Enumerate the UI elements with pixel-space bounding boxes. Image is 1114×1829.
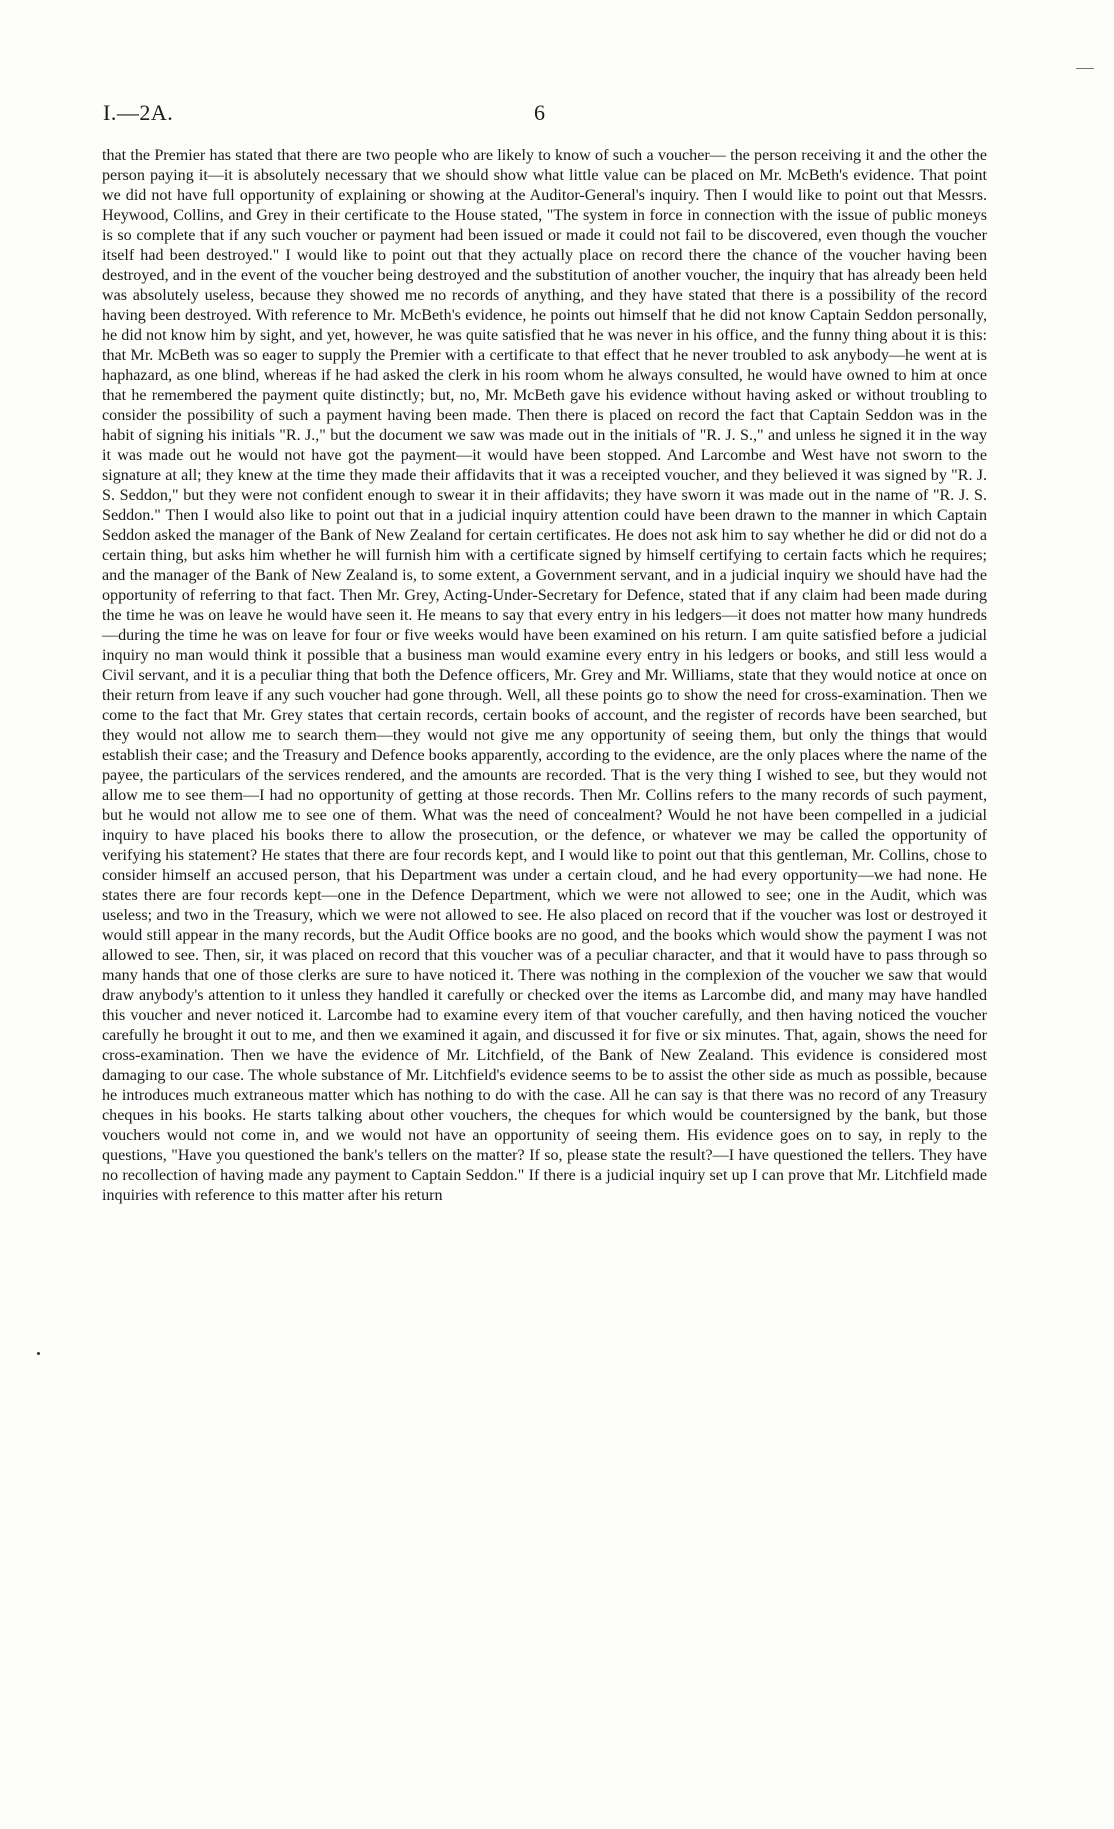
body-paragraph: that the Premier has stated that there are two people who are likely to know of such a voucher— the person receiving it and the other the person paying it—it is absolutely necessary that we should show what little value can be placed on Mr. McBeth's evidence. That point we did not have full opportunity of explaining or showing at the Auditor-General's inquiry. Then I would like to point out that Messrs. Heywood, Collins, and Grey in their certificate to the House stated, "The system in force in connection with the issue of public moneys is so complete that if any such voucher or payment had been issued or made it could not fail to be discovered, even though the voucher itself had been destroyed." I would like to point out that they actually place on record there the chance of the voucher having been destroyed, and in the event of the voucher being destroyed and the substitution of another voucher, the inquiry that has already been held was absolutely useless, because they showed me no records of anything, and they have stated that there is a possibility of the record having been destroyed. With reference to Mr. McBeth's evidence, he points out himself that he did not know Captain Seddon personally, he did not know him by sight, and yet, however, he was quite satisfied that he was never in his office, and the funny thing about it is this: that Mr. McBeth was so eager to supply the Premier with a certificate to that effect that he never troubled to ask anybody—he went at is haphazard, as one blind, whereas if he had asked the clerk in his room whom he always consulted, he would have owned to him at once that he remembered the payment quite distinctly; but, no, Mr. McBeth gave his evidence without having asked or without troubling to consider the possibility of such a payment having been made. Then there is placed on record the fact that Captain Seddon was in the habit of signing his initials "R. J.," but the document we saw was made out in the initials of "R. J. S.," and unless he signed it in the way it was made out he would not have got the payment—it would have been stopped. And Larcombe and West have not sworn to the signature at all; they knew at the time they made their affidavits that it was a receipted voucher, and they believed it was signed by "R. J. S. Seddon," but they were not confident enough to swear it in their affidavits; they have sworn it was made out in the name of "R. J. S. Seddon." Then I would also like to point out that in a judicial inquiry attention could have been drawn to the manner in which Captain Seddon asked the manager of the Bank of New Zealand for certain certificates. He does not ask him to say whether he did or did not do a certain thing, but asks him whether he will furnish him with a certificate signed by himself certifying to certain facts which he requires; and the manager of the Bank of New Zealand is, to some extent, a Government servant, and in a judicial inquiry we should have had the opportunity of referring to that fact. Then Mr. Grey, Acting-Under-Secretary for Defence, stated that if any claim had been made during the time he was on leave he would have seen it. He means to say that every entry in his ledgers—it does not matter how many hundreds—during the time he was on leave for four or five weeks would have been examined on his return. I am quite satisfied before a judicial inquiry no man would think it possible that a business man would examine every entry in his ledgers or books, and still less would a Civil servant, and it is a peculiar thing that both the Defence officers, Mr. Grey and Mr. Williams, state that they would notice at once on their return from leave if any such voucher had gone through. Well, all these points go to show the need for cross-examination. Then we come to the fact that Mr. Grey states that certain records, certain books of account, and the register of records have been searched, but they would not allow me to search them—they would not give me any opportunity of seeing them, but only the things that would establish their case; and the Treasury and Defence books apparently, according to the evidence, are the only places where the name of the payee, the particulars of the services rendered, and the amounts are recorded. That is the very thing I wished to see, but they would not allow me to see them—I had no opportunity of getting at those records. Then Mr. Collins refers to the many records of such payment, but he would not allow me to see one of them. What was the need of concealment? Would he not have been compelled in a judicial inquiry to have placed his books there to allow the prosecution, or the defence, or whatever we may be called the opportunity of verifying his statement? He states that there are four records kept, and I would like to point out that this gentleman, Mr. Collins, chose to consider himself an accused person, that his Department was under a certain cloud, and he had every opportunity—we had none. He states there are four records kept—one in the Defence Department, which we were not allowed to see; one in the Audit, which was useless; and two in the Treasury, which we were not allowed to see. He also placed on record that if the voucher was lost or destroyed it would still appear in the many records, but the Audit Office books are no good, and the books which would show the payment I was not allowed to see. Then, sir, it was placed on record that this voucher was of a peculiar character, and that it would have to pass through so many hands that one of those clerks are sure to have noticed it. There was nothing in the complexion of the voucher we saw that would draw anybody's attention to it unless they handled it carefully or checked over the items as Larcombe did, and many may have handled this voucher and never noticed it. Larcombe had to examine every item of that voucher carefully, and then having noticed the voucher carefully he brought it out to me, and then we examined it again, and discussed it for five or six minutes. That, again, shows the need for cross-examination. Then we have the evidence of Mr. Litchfield, of the Bank of New Zealand. This evidence is considered most damaging to our case. The whole substance of Mr. Litchfield's evidence seems to be to assist the other side as much as possible, because he introduces much extraneous matter which has nothing to do with the case. All he can say is that there was no record of any Treasury cheques in his books. He starts talking about other vouchers, the cheques for which would be countersigned by the bank, but those vouchers would not come in, and we would not have an opportunity of seeing them. His evidence goes on to say, in reply to the questions, "Have you questioned the bank's tellers on the matter? If so, please state the result?—I have questioned the tellers. They have no recollection of having made any payment to Captain Seddon." If there is a judicial inquiry set up I can prove that Mr. Litchfield made inquiries with reference to this matter after his return [102, 147, 987, 1204]
margin-mark [1076, 68, 1094, 69]
page-number: 6 [534, 100, 545, 125]
paper-reference: I.—2A. [103, 100, 174, 125]
margin-dot [37, 1352, 40, 1355]
